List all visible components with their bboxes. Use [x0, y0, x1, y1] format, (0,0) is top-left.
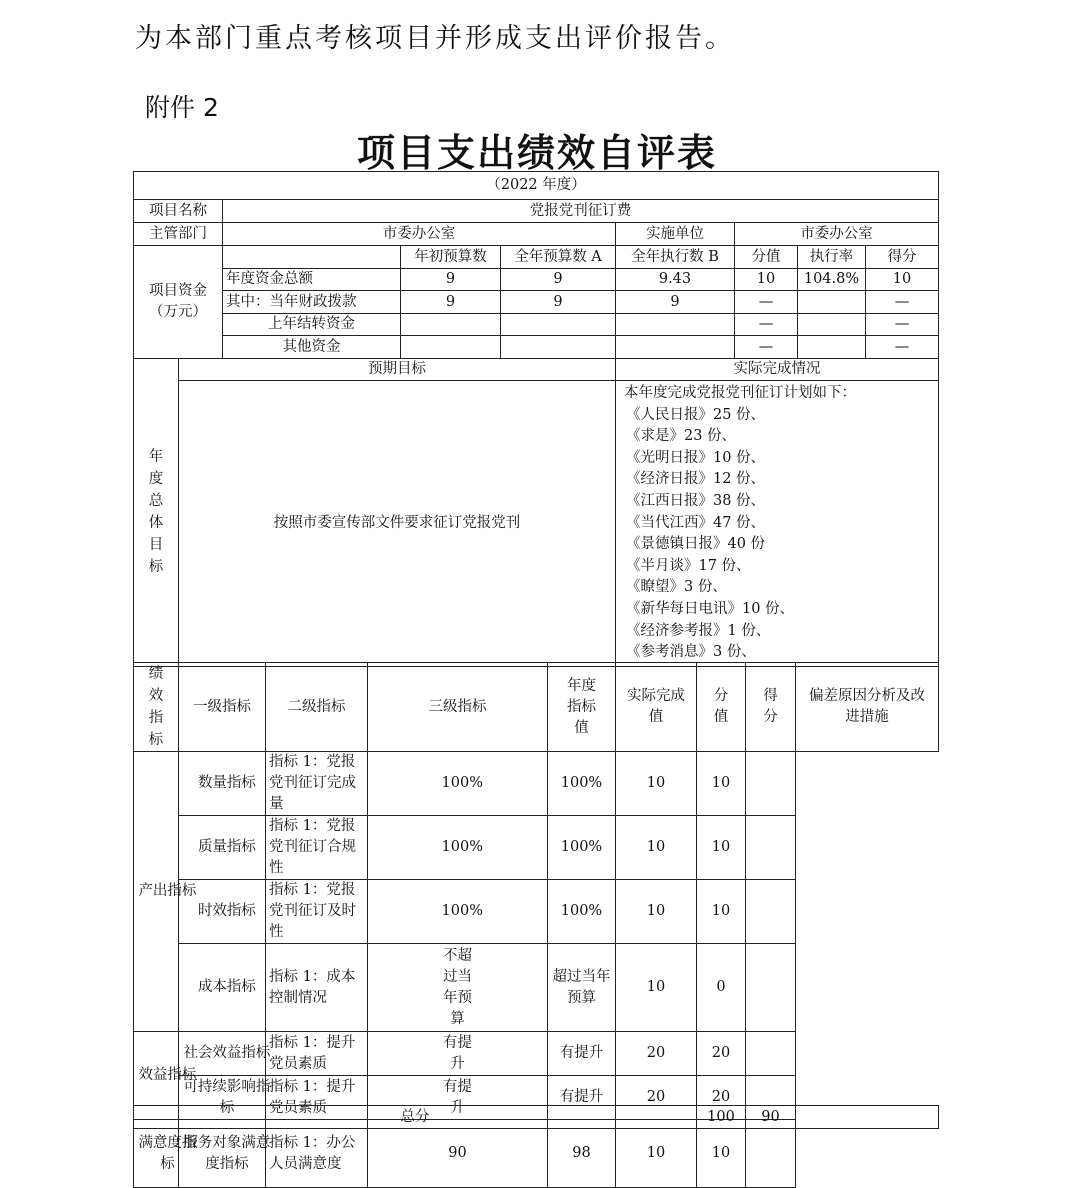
- row-label: 其他资金: [223, 336, 401, 359]
- cell: [616, 336, 735, 359]
- target-value: 有提升: [368, 1076, 548, 1120]
- actual-list-item: 《人民日报》25 份、: [626, 406, 766, 423]
- score-value: 10: [616, 816, 697, 880]
- cell: [401, 336, 501, 359]
- cell: 9: [401, 269, 501, 291]
- project-name: 党报党刊征订费: [223, 200, 939, 223]
- deviation-note: [746, 880, 796, 944]
- actual-list-item: 《经济日报》12 份、: [626, 471, 766, 488]
- actual-value: 100%: [548, 880, 616, 944]
- deviation-note: [746, 752, 796, 816]
- row-label: 年度资金总额: [223, 269, 401, 291]
- score: 20: [697, 1076, 746, 1120]
- cell: 9: [616, 291, 735, 314]
- target-value: 100%: [368, 752, 548, 816]
- target-value: 不超过当年预算: [368, 944, 548, 1032]
- cell: —: [866, 336, 939, 359]
- actual-list-item: 《参考消息》3 份、: [626, 644, 756, 661]
- level3-indicator: 指标 1：党报党刊征订合规性: [266, 816, 368, 880]
- header: 实际完成情况: [616, 359, 939, 381]
- actual-list-item: 《新华每日电讯》10 份、: [626, 600, 795, 617]
- level2-indicator: 服务对象满意度指标: [179, 1120, 266, 1188]
- actual-list-item: 《经济参考报》1 份、: [626, 622, 771, 639]
- label: 主管部门: [134, 223, 223, 246]
- actual-value: 有提升: [548, 1076, 616, 1120]
- header: 年初预算数: [401, 246, 501, 269]
- goals-label: 年度总体目标: [134, 359, 179, 667]
- cell: 9.43: [616, 269, 735, 291]
- cell: 104.8%: [798, 269, 866, 291]
- score-value: 10: [616, 944, 697, 1032]
- header: 偏差原因分析及改进措施: [796, 663, 939, 752]
- header: 一级指标: [179, 663, 266, 752]
- header: 分值: [697, 663, 746, 752]
- dept: 市委办公室: [223, 223, 616, 246]
- header: 三级指标: [368, 663, 548, 752]
- level3-indicator: 指标 1：党报党刊征订完成量: [266, 752, 368, 816]
- score: 10: [697, 752, 746, 816]
- actual-value: 98: [548, 1120, 616, 1188]
- funds-table: [133, 171, 939, 359]
- header: 预期目标: [179, 359, 616, 381]
- level2-indicator: 时效指标: [179, 880, 266, 944]
- actual-list-item: 《求是》23 份、: [626, 428, 737, 445]
- score-value: 10: [616, 880, 697, 944]
- header: 全年预算数 A: [501, 246, 616, 269]
- actual-value: 100%: [548, 752, 616, 816]
- header: 二级指标: [266, 663, 368, 752]
- table-row: [134, 944, 939, 1032]
- level2-indicator: 可持续影响指标: [179, 1076, 266, 1120]
- header: 年度指标值: [548, 663, 616, 752]
- level3-indicator: 指标 1：办公人员满意度: [266, 1120, 368, 1188]
- cell: —: [866, 314, 939, 336]
- level1-indicator: 满意度指标: [134, 1120, 179, 1188]
- header: 实际完成值: [616, 663, 697, 752]
- level2-indicator: 成本指标: [179, 944, 266, 1032]
- cell: 9: [501, 269, 616, 291]
- total-value: 100: [697, 1106, 746, 1129]
- deviation-note: [746, 1032, 796, 1076]
- level3-indicator: 指标 1：提升党员素质: [266, 1032, 368, 1076]
- cell: —: [735, 291, 798, 314]
- cell: 10: [866, 269, 939, 291]
- score-value: 10: [616, 752, 697, 816]
- cell: [616, 314, 735, 336]
- cell: [798, 336, 866, 359]
- level3-indicator: 指标 1：成本控制情况: [266, 944, 368, 1032]
- level1-indicator: 效益指标: [134, 1032, 179, 1120]
- cell: [501, 336, 616, 359]
- level3-indicator: 指标 1：提升党员素质: [266, 1076, 368, 1120]
- score: 0: [697, 944, 746, 1032]
- score: 10: [697, 816, 746, 880]
- cell: —: [735, 336, 798, 359]
- table-row: [134, 1032, 939, 1076]
- cell: [401, 314, 501, 336]
- actual-value: 有提升: [548, 1032, 616, 1076]
- level2-indicator: 质量指标: [179, 816, 266, 880]
- cell: [798, 314, 866, 336]
- label: 实施单位: [616, 223, 735, 246]
- table-row: [134, 752, 939, 816]
- attachment-label: 附件 2: [145, 93, 219, 122]
- header: 执行率: [798, 246, 866, 269]
- actual-value: 100%: [548, 816, 616, 880]
- deviation-note: [746, 1120, 796, 1188]
- total-row: [133, 1105, 939, 1129]
- target-value: 100%: [368, 880, 548, 944]
- score: 10: [697, 1120, 746, 1188]
- score-value: 20: [616, 1032, 697, 1076]
- level2-indicator: 数量指标: [179, 752, 266, 816]
- total-score: 90: [746, 1106, 796, 1129]
- score: 20: [697, 1032, 746, 1076]
- actual-list-item: 《景德镇日报》40 份: [626, 536, 766, 553]
- deviation-note: [746, 816, 796, 880]
- cell: 9: [401, 291, 501, 314]
- indicators-label: 绩效指标: [134, 663, 179, 752]
- score-value: 20: [616, 1076, 697, 1120]
- score-value: 10: [616, 1120, 697, 1188]
- cell: 10: [735, 269, 798, 291]
- goals-table: [133, 358, 939, 667]
- header: 分值: [735, 246, 798, 269]
- label: 项目名称: [134, 200, 223, 223]
- actual-value: 超过当年预算: [548, 944, 616, 1032]
- actual-list-item: 本年度完成党报党刊征订计划如下：: [624, 385, 856, 401]
- table-row: [134, 1120, 939, 1188]
- impl-unit: 市委办公室: [735, 223, 939, 246]
- score: 10: [697, 880, 746, 944]
- header: 得分: [746, 663, 796, 752]
- level3-indicator: 指标 1：党报党刊征订及时性: [266, 880, 368, 944]
- page-title: 项目支出绩效自评表: [356, 131, 717, 175]
- cell: 9: [501, 291, 616, 314]
- expected-goal: 按照市委宣传部文件要求征订党报党刊: [179, 381, 616, 667]
- target-value: 100%: [368, 816, 548, 880]
- actual-list-item: 《江西日报》38 份、: [626, 492, 766, 509]
- intro-text: 为本部门重点考核项目并形成支出评价报告。: [135, 23, 735, 54]
- target-value: 有提升: [368, 1032, 548, 1076]
- header: 得分: [866, 246, 939, 269]
- deviation-note: [746, 944, 796, 1032]
- level1-indicator: 产出指标: [134, 752, 179, 1032]
- row-label: 上年结转资金: [223, 314, 401, 336]
- actual-list-item: 《半月谈》17 份、: [626, 557, 751, 574]
- cell: —: [735, 314, 798, 336]
- target-value: 90: [368, 1120, 548, 1188]
- funds-label: 项目资金（万元）: [134, 246, 223, 359]
- cell: [501, 314, 616, 336]
- cell: —: [866, 291, 939, 314]
- total-label: 总分: [134, 1106, 697, 1129]
- year: （2022 年度）: [134, 172, 939, 200]
- table-row: [134, 880, 939, 944]
- cell: [798, 291, 866, 314]
- actual-list-item: 《光明日报》10 份、: [626, 449, 766, 466]
- actual-list-item: 《瞭望》3 份、: [626, 579, 727, 596]
- actual-list: [616, 381, 939, 667]
- row-label: 其中：当年财政拨款: [223, 291, 401, 314]
- actual-list-item: 《当代江西》47 份、: [626, 514, 766, 531]
- level2-indicator: 社会效益指标: [179, 1032, 266, 1076]
- table-row: [134, 816, 939, 880]
- header: 全年执行数 B: [616, 246, 735, 269]
